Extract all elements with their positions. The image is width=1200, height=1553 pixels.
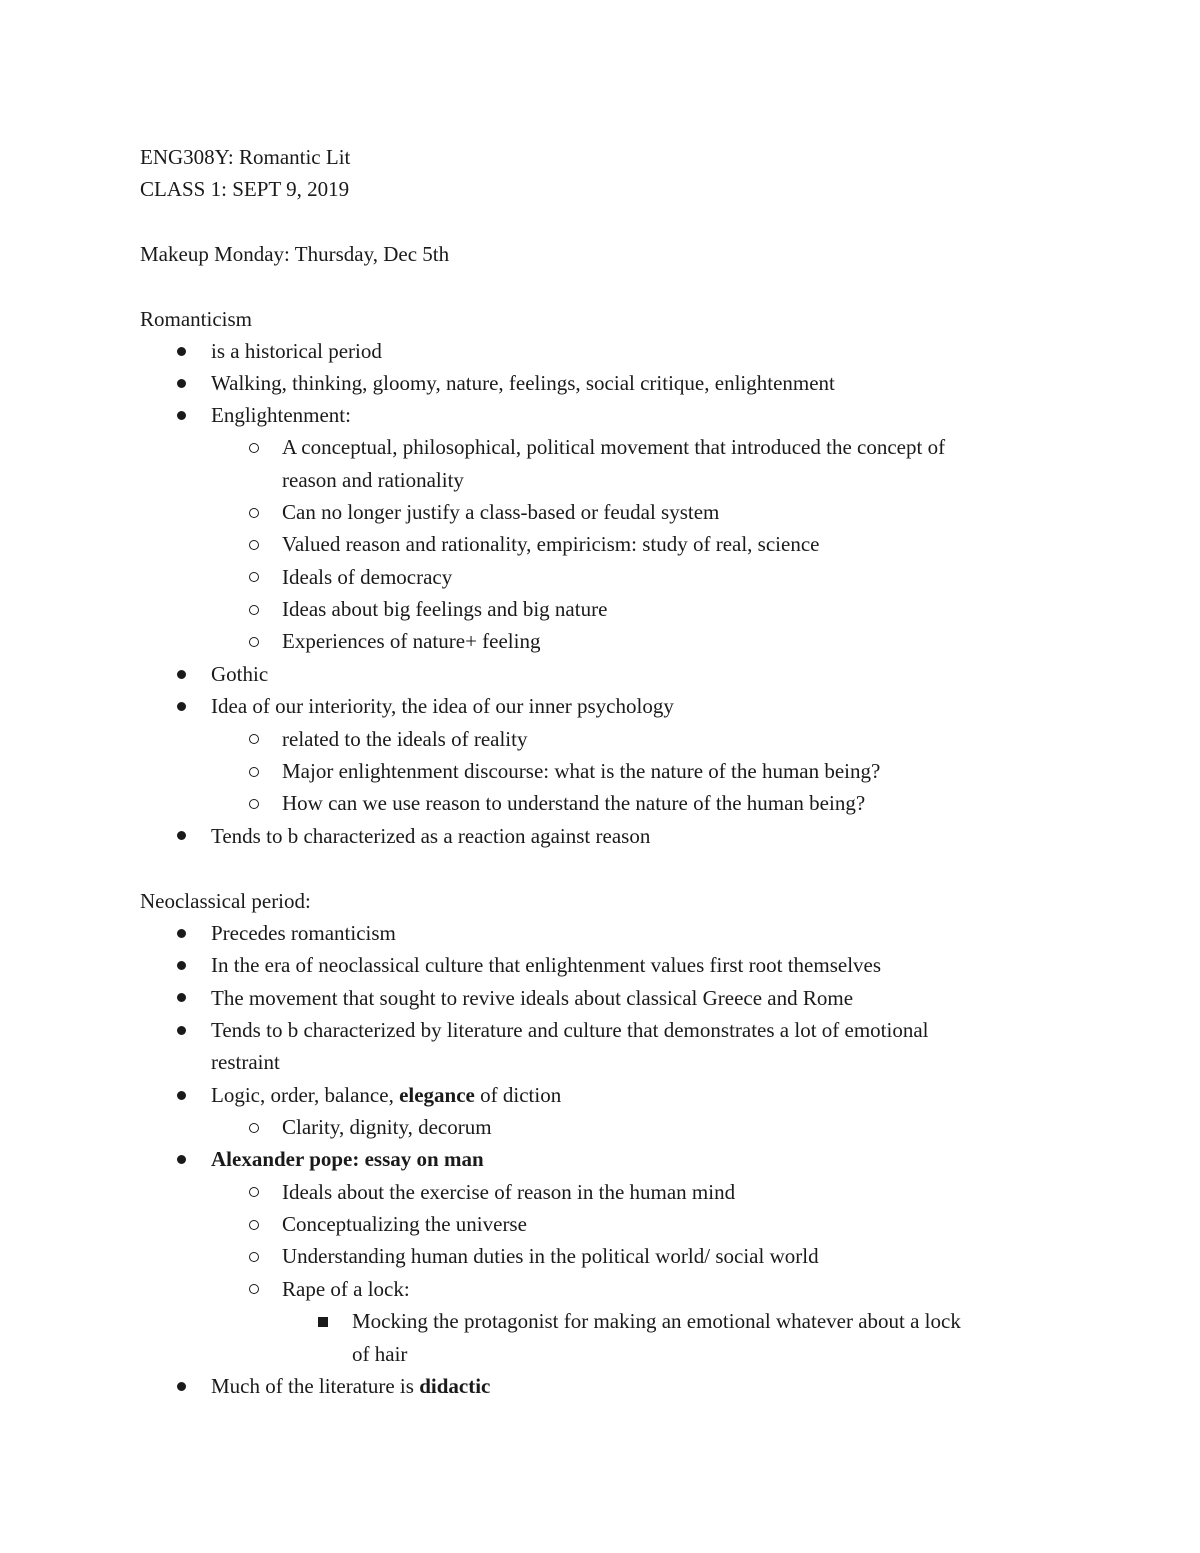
section-heading-romanticism: Romanticism (140, 307, 252, 331)
bullet-disc-icon (177, 1026, 186, 1035)
bold-term: elegance (399, 1083, 475, 1107)
list-item: Valued reason and rationality, empiricism: study of real, science (282, 532, 820, 556)
list-item: Major enlightenment discourse: what is the nature of the human being? (282, 759, 881, 783)
bullet-circle-icon (249, 1123, 259, 1133)
list-item: Tends to b characterized by literature and culture that demonstrates a lot of emotional (211, 1018, 929, 1042)
list-item-continuation: reason and rationality (282, 468, 464, 492)
list-item: Ideals of democracy (282, 565, 453, 589)
bullet-disc-icon (177, 961, 186, 970)
list-item: Walking, thinking, gloomy, nature, feelings, social critique, enlightenment (211, 371, 835, 395)
bullet-circle-icon (249, 443, 259, 453)
bullet-disc-icon (177, 347, 186, 356)
list-item-continuation: of hair (352, 1342, 408, 1366)
bullet-circle-icon (249, 637, 259, 647)
bullet-disc-icon (177, 929, 186, 938)
bullet-circle-icon (249, 508, 259, 518)
list-item: Can no longer justify a class-based or feudal system (282, 500, 720, 524)
list-item: Mocking the protagonist for making an emotional whatever about a lock (352, 1309, 961, 1333)
bullet-circle-icon (249, 767, 259, 777)
bullet-disc-icon (177, 702, 186, 711)
list-item: Tends to b characterized as a reaction against reason (211, 824, 651, 848)
list-item: Rape of a lock: (282, 1277, 410, 1301)
bold-term: didactic (419, 1374, 491, 1398)
bullet-circle-icon (249, 799, 259, 809)
list-item: Ideals about the exercise of reason in the human mind (282, 1180, 736, 1204)
bullet-disc-icon (177, 379, 186, 388)
bullet-disc-icon (177, 1155, 186, 1164)
list-item (211, 1079, 561, 1111)
list-item (211, 1370, 490, 1402)
bullet-circle-icon (249, 1252, 259, 1262)
item-text: of diction (474, 1083, 562, 1107)
list-item: Experiences of nature+ feeling (282, 629, 541, 653)
list-item: In the era of neoclassical culture that enlightenment values first root themselves (211, 953, 882, 977)
list-item-continuation: restraint (211, 1050, 280, 1074)
item-text: Much of the literature is (211, 1374, 420, 1398)
makeup-note: Makeup Monday: Thursday, Dec 5th (140, 242, 450, 266)
list-item: Precedes romanticism (211, 921, 396, 945)
bullet-disc-icon (177, 670, 186, 679)
section-heading-neoclassical: Neoclassical period: (140, 889, 311, 913)
bullet-circle-icon (249, 605, 259, 615)
list-item: The movement that sought to revive ideals about classical Greece and Rome (211, 986, 854, 1010)
list-item: How can we use reason to understand the nature of the human being? (282, 791, 866, 815)
bullet-disc-icon (177, 1091, 186, 1100)
bullet-circle-icon (249, 1220, 259, 1230)
list-item: Englightenment: (211, 403, 351, 427)
bullet-disc-icon (177, 831, 186, 840)
item-text: Logic, order, balance, (211, 1083, 400, 1107)
class-date: CLASS 1: SEPT 9, 2019 (140, 177, 350, 201)
bullet-circle-icon (249, 572, 259, 582)
list-item: related to the ideals of reality (282, 727, 528, 751)
list-item: Ideas about big feelings and big nature (282, 597, 608, 621)
list-item: A conceptual, philosophical, political movement that introduced the concept of (282, 435, 946, 459)
list-item (211, 1143, 484, 1175)
bullet-circle-icon (249, 1187, 259, 1197)
list-item: Gothic (211, 662, 269, 686)
bullet-circle-icon (249, 734, 259, 744)
list-item: is a historical period (211, 339, 382, 363)
bullet-disc-icon (177, 411, 186, 420)
bullet-disc-icon (177, 993, 186, 1002)
bullet-circle-icon (249, 1284, 259, 1294)
list-item: Clarity, dignity, decorum (282, 1115, 492, 1139)
list-item: Understanding human duties in the political world/ social world (282, 1244, 819, 1268)
bullet-square-icon (318, 1317, 328, 1327)
bullet-disc-icon (177, 1382, 186, 1391)
bold-term: Alexander pope: essay on man (211, 1147, 484, 1171)
bullet-circle-icon (249, 540, 259, 550)
list-item: Conceptualizing the universe (282, 1212, 527, 1236)
list-item: Idea of our interiority, the idea of our inner psychology (211, 694, 674, 718)
course-title: ENG308Y: Romantic Lit (140, 145, 351, 169)
